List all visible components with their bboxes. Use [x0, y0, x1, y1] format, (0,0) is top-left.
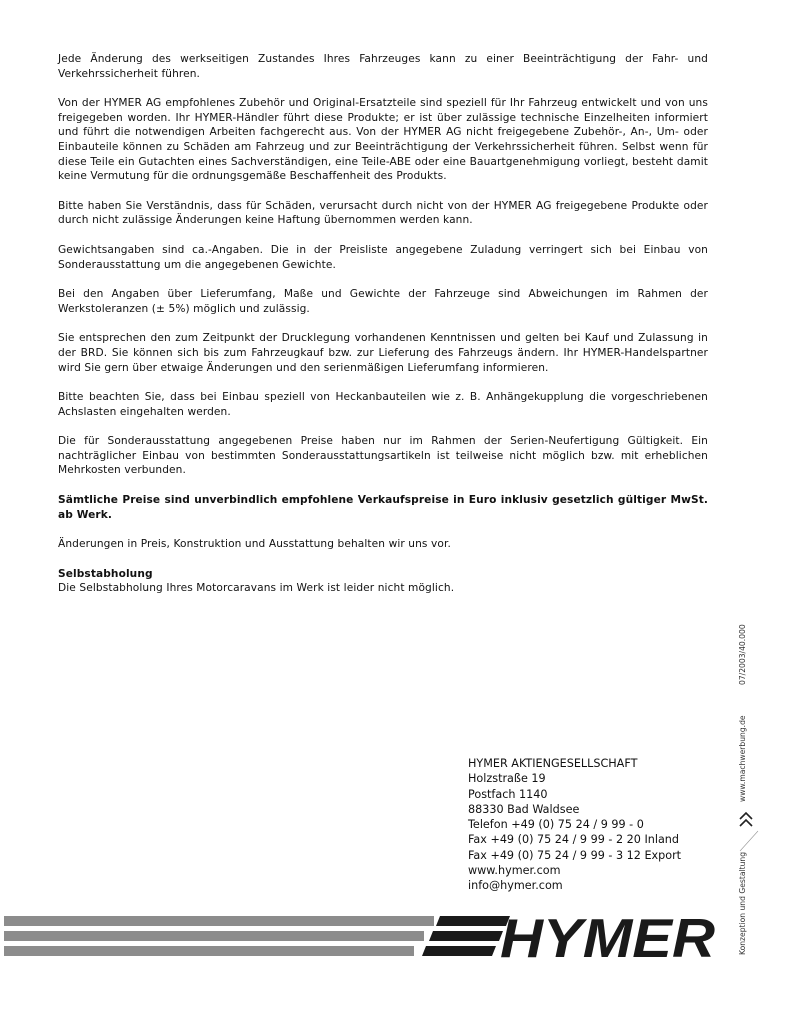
- paragraph-liability: Bitte haben Sie Verständnis, dass für Schäden, verursacht durch nicht von der HYMER AG freigegebene Produkte oder durch nicht zulässige Änderungen keine Haftung übernommen werden kann.: [58, 199, 708, 227]
- po-box: Postfach 1140: [468, 787, 548, 801]
- email-link[interactable]: info@hymer.com: [468, 879, 563, 893]
- print-code: 07/2003/40.000: [738, 624, 747, 685]
- pickup-text: Die Selbstabholung Ihres Motorcaravans im Werk ist leider nicht möglich.: [58, 582, 455, 595]
- fax-export: Fax +49 (0) 75 24 / 9 99 - 3 12 Export: [468, 848, 682, 862]
- hymer-logo: [0, 906, 800, 976]
- fax-inland: Fax +49 (0) 75 24 / 9 99 - 2 20 Inland: [468, 833, 679, 847]
- city: 88330 Bad Waldsee: [468, 802, 580, 816]
- paragraph-weights: Gewichtsangaben sind ca.-Angaben. Die in der Preisliste angegebene Zuladung verringert sich bei Einbau von Sonderausstattung um die angegebenen Gewichte.: [58, 243, 708, 271]
- design-credit: Konzeption und Gestaltung: [738, 851, 747, 955]
- logo-wordmark: HYMER: [500, 907, 716, 969]
- paragraph-accessories: Von der HYMER AG empfohlenes Zubehör und Original-Ersatzteile sind speziell für Ihr Fahrzeug entwickelt und von uns freigegeben worden. Ihr HYMER-Händler führt diese Produkte; er ist über zulässige technische Einzelheiten informiert und führt die notwendigen Arbeiten fachgerecht aus. Von der HYMER AG nicht freigegebene Zubehör-, An-, Um- oder Einbauteile können zu Schäden am Fahrzeug und zur Beeinträchtigung der Verkehrssicherheit führen. Selbst wenn für diese Teile ein Gutachten eines Sachverständigen, eine Teile-ABE oder eine Bauartgenehmigung vorliegt, besteht damit keine Vermutung für die ordnungsgemäße Beschaffenheit des Produkts.: [58, 97, 708, 183]
- agency-url: www.machwerbung.de: [738, 715, 747, 802]
- paragraph-validity: Sie entsprechen den zum Zeitpunkt der Drucklegung vorhandenen Kenntnissen und gelten bei Kauf und Zulassung in der BRD. Sie können sich bis zum Fahrzeugkauf bzw. zur Lieferung des Fahrzeugs ändern. Ihr HYMER-Handelspartner wird Sie gern über etwaige Änderungen und den serienmäßigen Lieferumfang informieren.: [58, 332, 708, 374]
- company-address: [468, 756, 681, 894]
- document-body: [58, 52, 708, 611]
- changes-note: Änderungen in Preis, Konstruktion und Ausstattung behalten wir uns vor.: [58, 538, 451, 551]
- pickup-heading: Selbstabholung: [58, 567, 153, 580]
- paragraph-axle-loads: Bitte beachten Sie, dass bei Einbau speziell von Heckanbauteilen wie z. B. Anhängekupplung die vorgeschriebenen Achslasten eingehalten werden.: [58, 391, 708, 418]
- street: Holzstraße 19: [468, 772, 546, 786]
- logo-e-bars: [422, 916, 510, 956]
- agency-chevron-icon: [736, 805, 760, 855]
- price-note: Sämtliche Preise sind unverbindlich empfohlene Verkaufspreise in Euro inklusiv gesetzlich gültiger MwSt. ab Werk.: [58, 494, 708, 521]
- paragraph-optional-equipment: Die für Sonderausstattung angegebenen Preise haben nur im Rahmen der Serien-Neufertigung Gültigkeit. Ein nachträglicher Einbau von bestimmten Sonderausstattungsartikeln ist teilweise nicht möglich bzw. mit erheblichen Mehrkosten verbunden.: [58, 435, 708, 477]
- phone: Telefon +49 (0) 75 24 / 9 99 - 0: [468, 818, 644, 832]
- paragraph-tolerances: Bei den Angaben über Lieferumfang, Maße und Gewichte der Fahrzeuge sind Abweichungen im Rahmen der Werkstoleranzen (± 5%) möglich und zulässig.: [58, 288, 708, 315]
- company-name: HYMER AKTIENGESELLSCHAFT: [468, 757, 638, 770]
- logo-stripes: [4, 916, 434, 956]
- paragraph-vehicle-changes: Jede Änderung des werkseitigen Zustandes Ihres Fahrzeuges kann zu einer Beeinträchtigung der Fahr- und Verkehrssicherheit führen.: [58, 53, 708, 80]
- website-link[interactable]: www.hymer.com: [468, 864, 561, 878]
